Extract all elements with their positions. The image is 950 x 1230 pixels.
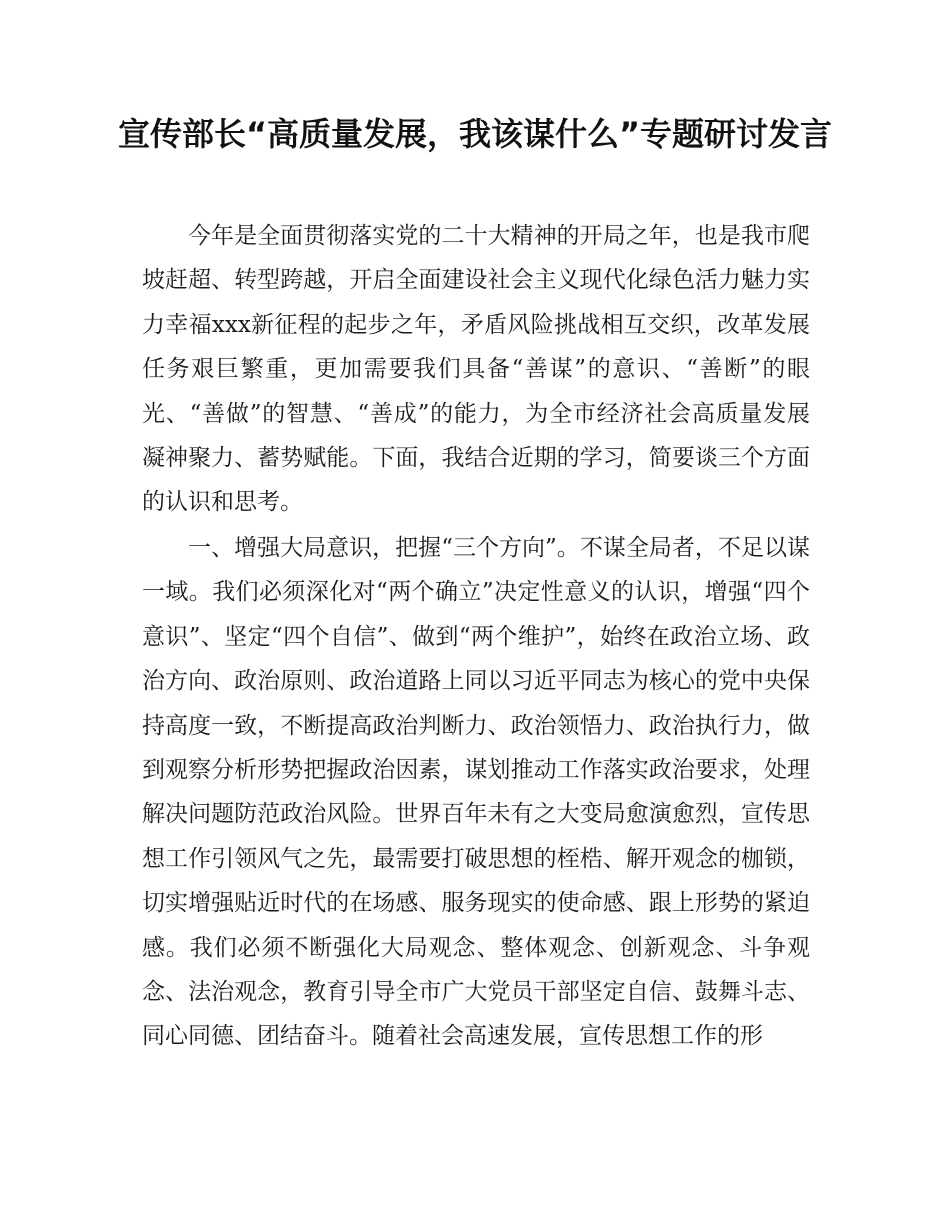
body-paragraph-intro: 今年是全面贯彻落实党的二十大精神的开局之年，也是我市爬坡赶超、转型跨越，开启全面建设社会主义现代化绿色活力魅力实力幸福xxx新征程的起步之年，矛盾风险挑战相互交织，改革发展任务艰巨繁重，更加需要我们具备“善谋”的意识、“善断”的眼光、“善做”的智慧、“善成”的能力，为全市经济社会高质量发展凝神聚力、蓄势赋能。下面，我结合近期的学习，简要谈三个方面的认识和思考。 [142,223,810,516]
document-title: 宣传部长“高质量发展，我该谋什么”专题研讨发言 [117,115,833,153]
body-paragraph-section-1: 一、增强大局意识，把握“三个方向”。不谋全局者，不足以谋一域。我们必须深化对“两个确立”决定性意义的认识，增强“四个意识”、坚定“四个自信”、做到“两个维护”，始终在政治立场、政治方向、政治原则、政治道路上同以习近平同志为核心的党中央保持高度一致，不断提高政治判断力、政治领悟力、政治执行力，做到观察分析形势把握政治因素，谋划推动工作落实政治要求，处理解决问题防范政治风险。世界百年未有之大变局愈演愈烈，宣传思想工作引领风气之先，最需要打破思想的桎梏、解开观念的枷锁，切实增强贴近时代的在场感、服务现实的使命感、跟上形势的紧迫感。我们必须不断强化大局观念、整体观念、创新观念、斗争观念、法治观念，教育引导全市广大党员干部坚定自信、鼓舞斗志、同心同德、团结奋斗。随着社会高速发展，宣传思想工作的形 [142,535,810,1050]
